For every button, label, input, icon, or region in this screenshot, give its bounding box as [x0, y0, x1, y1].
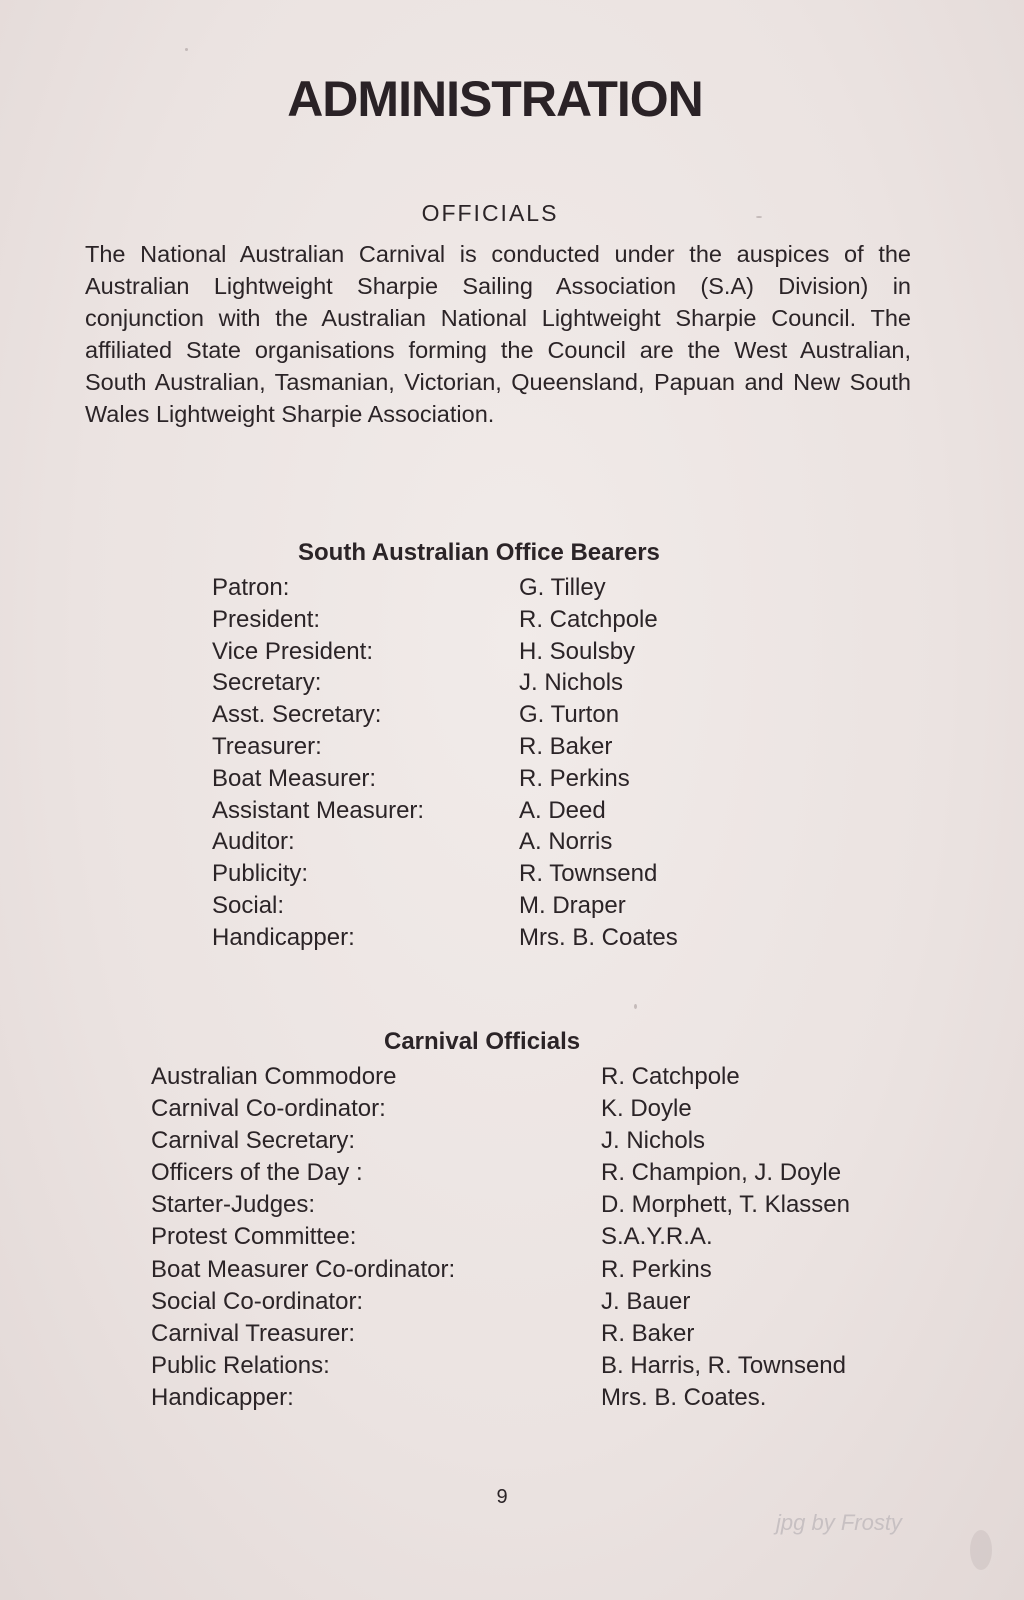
official-row — [212, 604, 732, 636]
carnival-officials-list — [151, 1061, 911, 1414]
official-role: Treasurer: — [212, 732, 322, 760]
official-name: J. Bauer — [601, 1287, 691, 1315]
official-row — [151, 1221, 911, 1253]
office-bearers-list — [212, 572, 732, 954]
official-row — [151, 1125, 911, 1157]
official-role: Officers of the Day : — [151, 1159, 363, 1187]
official-role: Vice President: — [212, 637, 373, 665]
official-role: Carnival Secretary: — [151, 1127, 356, 1155]
official-role: Assistant Measurer: — [212, 796, 425, 824]
official-name: A. Norris — [519, 828, 613, 856]
official-name: R. Townsend — [519, 860, 658, 888]
official-role: Social Co-ordinator: — [151, 1287, 364, 1315]
official-row — [151, 1189, 911, 1221]
intro-paragraph: The National Australian Carnival is conducted under the auspices of the Australian Lightweight Sharpie Sailing Association (S.A) Division) in conjunction with the Australian National Lightweight Sharpie Council. The affiliated State organisations forming the Council are the West Australian, South Australian, Tasmanian, Victorian, Queensland, Papuan and New South Wales Lightweight Sharpie Association. — [85, 241, 911, 427]
official-name: R. Baker — [519, 732, 613, 760]
official-name: R. Catchpole — [601, 1063, 740, 1090]
official-role: President: — [212, 605, 321, 633]
official-row — [212, 667, 732, 699]
officials-heading: OFFICIALS — [421, 200, 559, 226]
paper-speck — [634, 1004, 637, 1009]
official-row — [212, 890, 732, 922]
official-role: Auditor: — [212, 828, 295, 856]
official-role: Asst. Secretary: — [212, 701, 382, 729]
official-role: Secretary: — [212, 669, 322, 697]
official-name: K. Doyle — [601, 1095, 692, 1123]
official-name: R. Perkins — [519, 764, 630, 792]
official-role: Handicapper: — [151, 1383, 294, 1411]
official-row — [151, 1318, 911, 1350]
official-row — [212, 636, 732, 668]
official-role: Carnival Treasurer: — [151, 1319, 356, 1347]
official-row — [212, 763, 732, 795]
official-name: R. Perkins — [601, 1255, 712, 1283]
official-name: B. Harris, R. Townsend — [601, 1351, 846, 1379]
carnival-officials-heading: Carnival Officials — [384, 1028, 581, 1055]
official-name: M. Draper — [519, 891, 626, 919]
office-bearers-heading: South Australian Office Bearers — [298, 539, 660, 566]
official-name: R. Baker — [601, 1319, 695, 1347]
official-role: Patron: — [212, 574, 290, 601]
official-role: Handicapper: — [212, 923, 355, 951]
official-name: A. Deed — [519, 796, 606, 824]
official-row — [151, 1382, 911, 1414]
official-role: Public Relations: — [151, 1351, 330, 1379]
official-name: J. Nichols — [519, 669, 624, 697]
paper-speck — [970, 1530, 992, 1570]
official-role: Australian Commodore — [151, 1063, 397, 1090]
official-role: Starter-Judges: — [151, 1191, 316, 1219]
official-row — [151, 1157, 911, 1189]
official-name: D. Morphett, T. Klassen — [601, 1191, 850, 1219]
official-row — [212, 858, 732, 890]
watermark-credit: jpg by Frosty — [776, 1510, 902, 1535]
official-role: Social: — [212, 891, 285, 919]
official-row — [212, 826, 732, 858]
official-row — [151, 1254, 911, 1286]
official-role: Boat Measurer Co-ordinator: — [151, 1255, 456, 1283]
paper-speck — [185, 48, 188, 51]
official-role: Boat Measurer: — [212, 764, 377, 792]
official-row — [212, 795, 732, 827]
official-name: G. Tilley — [519, 574, 606, 601]
official-name: S.A.Y.R.A. — [601, 1223, 713, 1251]
official-row — [151, 1286, 911, 1318]
official-row — [151, 1350, 911, 1382]
official-name: G. Turton — [519, 701, 620, 729]
official-name: R. Catchpole — [519, 605, 658, 633]
page-title: ADMINISTRATION — [287, 71, 703, 127]
official-row — [212, 731, 732, 763]
official-row — [212, 699, 732, 731]
official-role: Carnival Co-ordinator: — [151, 1095, 386, 1123]
official-name: Mrs. B. Coates. — [601, 1383, 767, 1411]
official-row — [151, 1061, 911, 1093]
official-row — [212, 922, 732, 954]
official-name: H. Soulsby — [519, 637, 636, 665]
paper-speck — [756, 216, 762, 218]
official-row — [212, 572, 732, 604]
official-name: R. Champion, J. Doyle — [601, 1159, 842, 1187]
page-number: 9 — [496, 1486, 508, 1508]
official-role: Protest Committee: — [151, 1223, 357, 1251]
official-name: Mrs. B. Coates — [519, 923, 678, 951]
official-row — [151, 1093, 911, 1125]
official-name: J. Nichols — [601, 1127, 706, 1155]
official-role: Publicity: — [212, 860, 309, 888]
